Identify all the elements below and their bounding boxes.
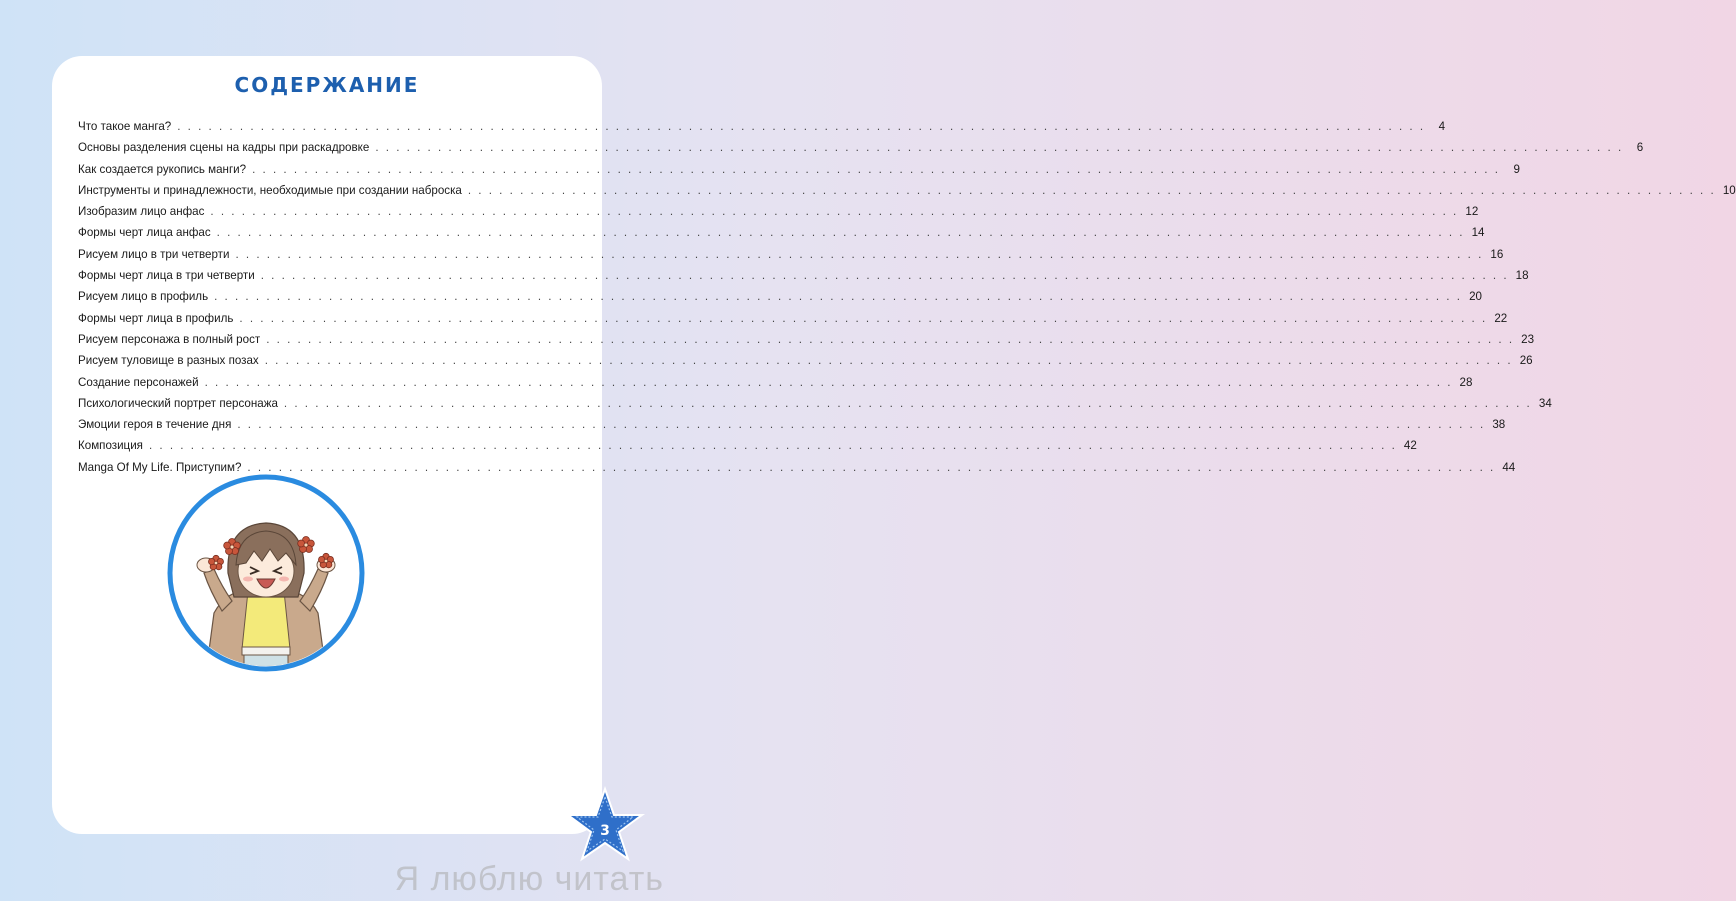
- toc-entry-title: Как создается рукопись манги?: [78, 162, 247, 176]
- toc-entry-page: 44: [1502, 460, 1516, 474]
- toc-leader-dots: . . . . . . . . . . . . . . . . . . . . . . . . . . . . . . . . . . . . . . . . . . . . . . . . . . . . . . . . . . . . . . . . . . . . . . . . . . . . . . . . . . . . . . . . . . . . . . . . . . . . . . . . . . . . . . . . . . . . . . . .: [252, 162, 1500, 176]
- toc-entry-title: Формы черт лица в профиль: [78, 311, 234, 325]
- toc-leader-dots: . . . . . . . . . . . . . . . . . . . . . . . . . . . . . . . . . . . . . . . . . . . . . . . . . . . . . . . . . . . . . . . . . . . . . . . . . . . . . . . . . . . . . . . . . . . . . . . . . . . . . . . . . . . . . . . . . . . . . . . .: [177, 120, 1426, 133]
- toc-entry-page: 42: [1403, 439, 1417, 453]
- toc-leader-dots: . . . . . . . . . . . . . . . . . . . . . . . . . . . . . . . . . . . . . . . . . . . . . . . . . . . . . . . . . . . . . . . . . . . . . . . . . . . . . . . . . . . . . . . . . . . . . . . . . . . . . . . . . . . . . . . . . . . . . . . .: [204, 375, 1453, 389]
- toc-entry-title: Эмоции героя в течение дня: [78, 418, 232, 432]
- page-number: 3: [600, 823, 610, 839]
- toc-entry: [78, 120, 1446, 141]
- toc-entry-page: 12: [1465, 205, 1479, 219]
- toc-leader-dots: . . . . . . . . . . . . . . . . . . . . . . . . . . . . . . . . . . . . . . . . . . . . . . . . . . . . . . . . . . . . . . . . . . . . . . . . . . . . . . . . . . . . . . . . . . . . . . . . . . . . . . . . . . . . . . . . . . . . . . . .: [148, 439, 1397, 453]
- toc-entry-title: Формы черт лица в три четверти: [78, 269, 255, 283]
- toc-entry-page: 4: [1438, 120, 1446, 133]
- toc-leader-dots: . . . . . . . . . . . . . . . . . . . . . . . . . . . . . . . . . . . . . . . . . . . . . . . . . . . . . . . . . . . . . . . . . . . . . . . . . . . . . . . . . . . . . . . . . . . . . . . . . . . . . . . . . . . . . . . . . . . . . . . .: [210, 205, 1459, 219]
- toc-entry-title: Инструменты и принадлежности, необходимые при создании наброска: [78, 183, 462, 197]
- toc-entry-page: 38: [1492, 418, 1506, 432]
- toc-entry-page: 16: [1490, 247, 1504, 261]
- toc-leader-dots: . . . . . . . . . . . . . . . . . . . . . . . . . . . . . . . . . . . . . . . . . . . . . . . . . . . . . . . . . . . . . . . . . . . . . . . . . . . . . . . . . . . . . . . . . . . . . . . . . . . . . . . . . . . . . . . . . . . . . . . .: [216, 226, 1465, 240]
- toc-entry-title: Основы разделения сцены на кадры при раскадровке: [78, 141, 370, 155]
- manga-girl-illustration: [166, 473, 366, 673]
- table-of-contents: [78, 120, 1736, 482]
- toc-entry-page: 23: [1521, 332, 1535, 346]
- toc-leader-dots: . . . . . . . . . . . . . . . . . . . . . . . . . . . . . . . . . . . . . . . . . . . . . . . . . . . . . . . . . . . . . . . . . . . . . . . . . . . . . . . . . . . . . . . . . . . . . . . . . . . . . . . . . . . . . . . . . . . . . . . .: [467, 183, 1716, 197]
- toc-entry-page: 14: [1471, 226, 1485, 240]
- toc-entry-title: Рисуем лицо в три четверти: [78, 247, 230, 261]
- toc-entry: [78, 269, 1529, 290]
- toc-leader-dots: . . . . . . . . . . . . . . . . . . . . . . . . . . . . . . . . . . . . . . . . . . . . . . . . . . . . . . . . . . . . . . . . . . . . . . . . . . . . . . . . . . . . . . . . . . . . . . . . . . . . . . . . . . . . . . . . . . . . . . . .: [260, 269, 1509, 283]
- toc-entry: [78, 396, 1552, 418]
- toc-entry-page: 22: [1494, 311, 1508, 325]
- toc-entry: [78, 290, 1482, 311]
- toc-entry-page: 10: [1722, 183, 1736, 197]
- toc-entry-page: 18: [1515, 269, 1529, 283]
- toc-entry-title: Создание персонажей: [78, 375, 199, 389]
- page-card: [52, 56, 1736, 834]
- toc-entry-title: Психологический портрет персонажа: [78, 396, 278, 410]
- toc-entry: [78, 354, 1533, 375]
- toc-entry-title: Композиция: [78, 439, 143, 453]
- toc-leader-dots: . . . . . . . . . . . . . . . . . . . . . . . . . . . . . . . . . . . . . . . . . . . . . . . . . . . . . . . . . . . . . . . . . . . . . . . . . . . . . . . . . . . . . . . . . . . . . . . . . . . . . . . . . . . . . . . . . . . . . . . .: [214, 290, 1462, 304]
- toc-leader-dots: . . . . . . . . . . . . . . . . . . . . . . . . . . . . . . . . . . . . . . . . . . . . . . . . . . . . . . . . . . . . . . . . . . . . . . . . . . . . . . . . . . . . . . . . . . . . . . . . . . . . . . . . . . . . . . . . . . . . . . . .: [239, 311, 1488, 325]
- toc-leader-dots: . . . . . . . . . . . . . . . . . . . . . . . . . . . . . . . . . . . . . . . . . . . . . . . . . . . . . . . . . . . . . . . . . . . . . . . . . . . . . . . . . . . . . . . . . . . . . . . . . . . . . . . . . . . . . . . . . . . . . . . .: [283, 396, 1532, 410]
- page-title: СОДЕРЖАНИЕ: [234, 73, 420, 97]
- toc-entry-page: 6: [1636, 141, 1644, 155]
- toc-leader-dots: . . . . . . . . . . . . . . . . . . . . . . . . . . . . . . . . . . . . . . . . . . . . . . . . . . . . . . . . . . . . . . . . . . . . . . . . . . . . . . . . . . . . . . . . . . . . . . . . . . . . . . . . . . . . . . . . . . . . . . . .: [235, 247, 1484, 261]
- toc-entry: [78, 162, 1520, 184]
- toc-entry-page: 28: [1459, 375, 1473, 389]
- toc-entry-title: Изобразим лицо анфас: [78, 205, 205, 219]
- toc-entry-page: 9: [1513, 162, 1520, 176]
- toc-entry-title: Что такое манга?: [78, 120, 172, 133]
- watermark: Я люблю читать: [394, 860, 664, 898]
- toc-entry: [78, 205, 1479, 226]
- toc-entry: [78, 418, 1506, 439]
- toc-entry: [78, 247, 1504, 269]
- toc-leader-dots: . . . . . . . . . . . . . . . . . . . . . . . . . . . . . . . . . . . . . . . . . . . . . . . . . . . . . . . . . . . . . . . . . . . . . . . . . . . . . . . . . . . . . . . . . . . . . . . . . . . . . . . . . . . . . . . . . . . . . . . .: [375, 141, 1624, 155]
- toc-entry-title: Рисуем персонажа в полный рост: [78, 332, 261, 346]
- toc-entry: [78, 226, 1485, 247]
- toc-entry: [78, 375, 1473, 397]
- toc-entry-title: Manga Of My Life. Приступим?: [78, 460, 242, 474]
- toc-entry: [78, 141, 1644, 162]
- toc-entry: [78, 311, 1508, 333]
- toc-entry: [78, 332, 1535, 354]
- toc-entry-page: 20: [1469, 290, 1482, 304]
- toc-entry: [78, 439, 1417, 460]
- toc-entry-title: Рисуем лицо в профиль: [78, 290, 209, 304]
- toc-entry-title: Рисуем туловище в разных позах: [78, 354, 259, 368]
- toc-entry-title: Формы черт лица анфас: [78, 226, 211, 240]
- toc-leader-dots: . . . . . . . . . . . . . . . . . . . . . . . . . . . . . . . . . . . . . . . . . . . . . . . . . . . . . . . . . . . . . . . . . . . . . . . . . . . . . . . . . . . . . . . . . . . . . . . . . . . . . . . . . . . . . . . . . . . . . . . .: [247, 460, 1496, 474]
- toc-entry: [78, 183, 1736, 205]
- toc-entry-page: 26: [1519, 354, 1533, 368]
- toc-leader-dots: . . . . . . . . . . . . . . . . . . . . . . . . . . . . . . . . . . . . . . . . . . . . . . . . . . . . . . . . . . . . . . . . . . . . . . . . . . . . . . . . . . . . . . . . . . . . . . . . . . . . . . . . . . . . . . . . . . . . . . . .: [264, 354, 1513, 368]
- toc-entry-page: 34: [1538, 396, 1552, 410]
- toc-leader-dots: . . . . . . . . . . . . . . . . . . . . . . . . . . . . . . . . . . . . . . . . . . . . . . . . . . . . . . . . . . . . . . . . . . . . . . . . . . . . . . . . . . . . . . . . . . . . . . . . . . . . . . . . . . . . . . . . . . . . . . . .: [266, 332, 1515, 346]
- toc-leader-dots: . . . . . . . . . . . . . . . . . . . . . . . . . . . . . . . . . . . . . . . . . . . . . . . . . . . . . . . . . . . . . . . . . . . . . . . . . . . . . . . . . . . . . . . . . . . . . . . . . . . . . . . . . . . . . . . . . . . . . . . .: [237, 418, 1486, 432]
